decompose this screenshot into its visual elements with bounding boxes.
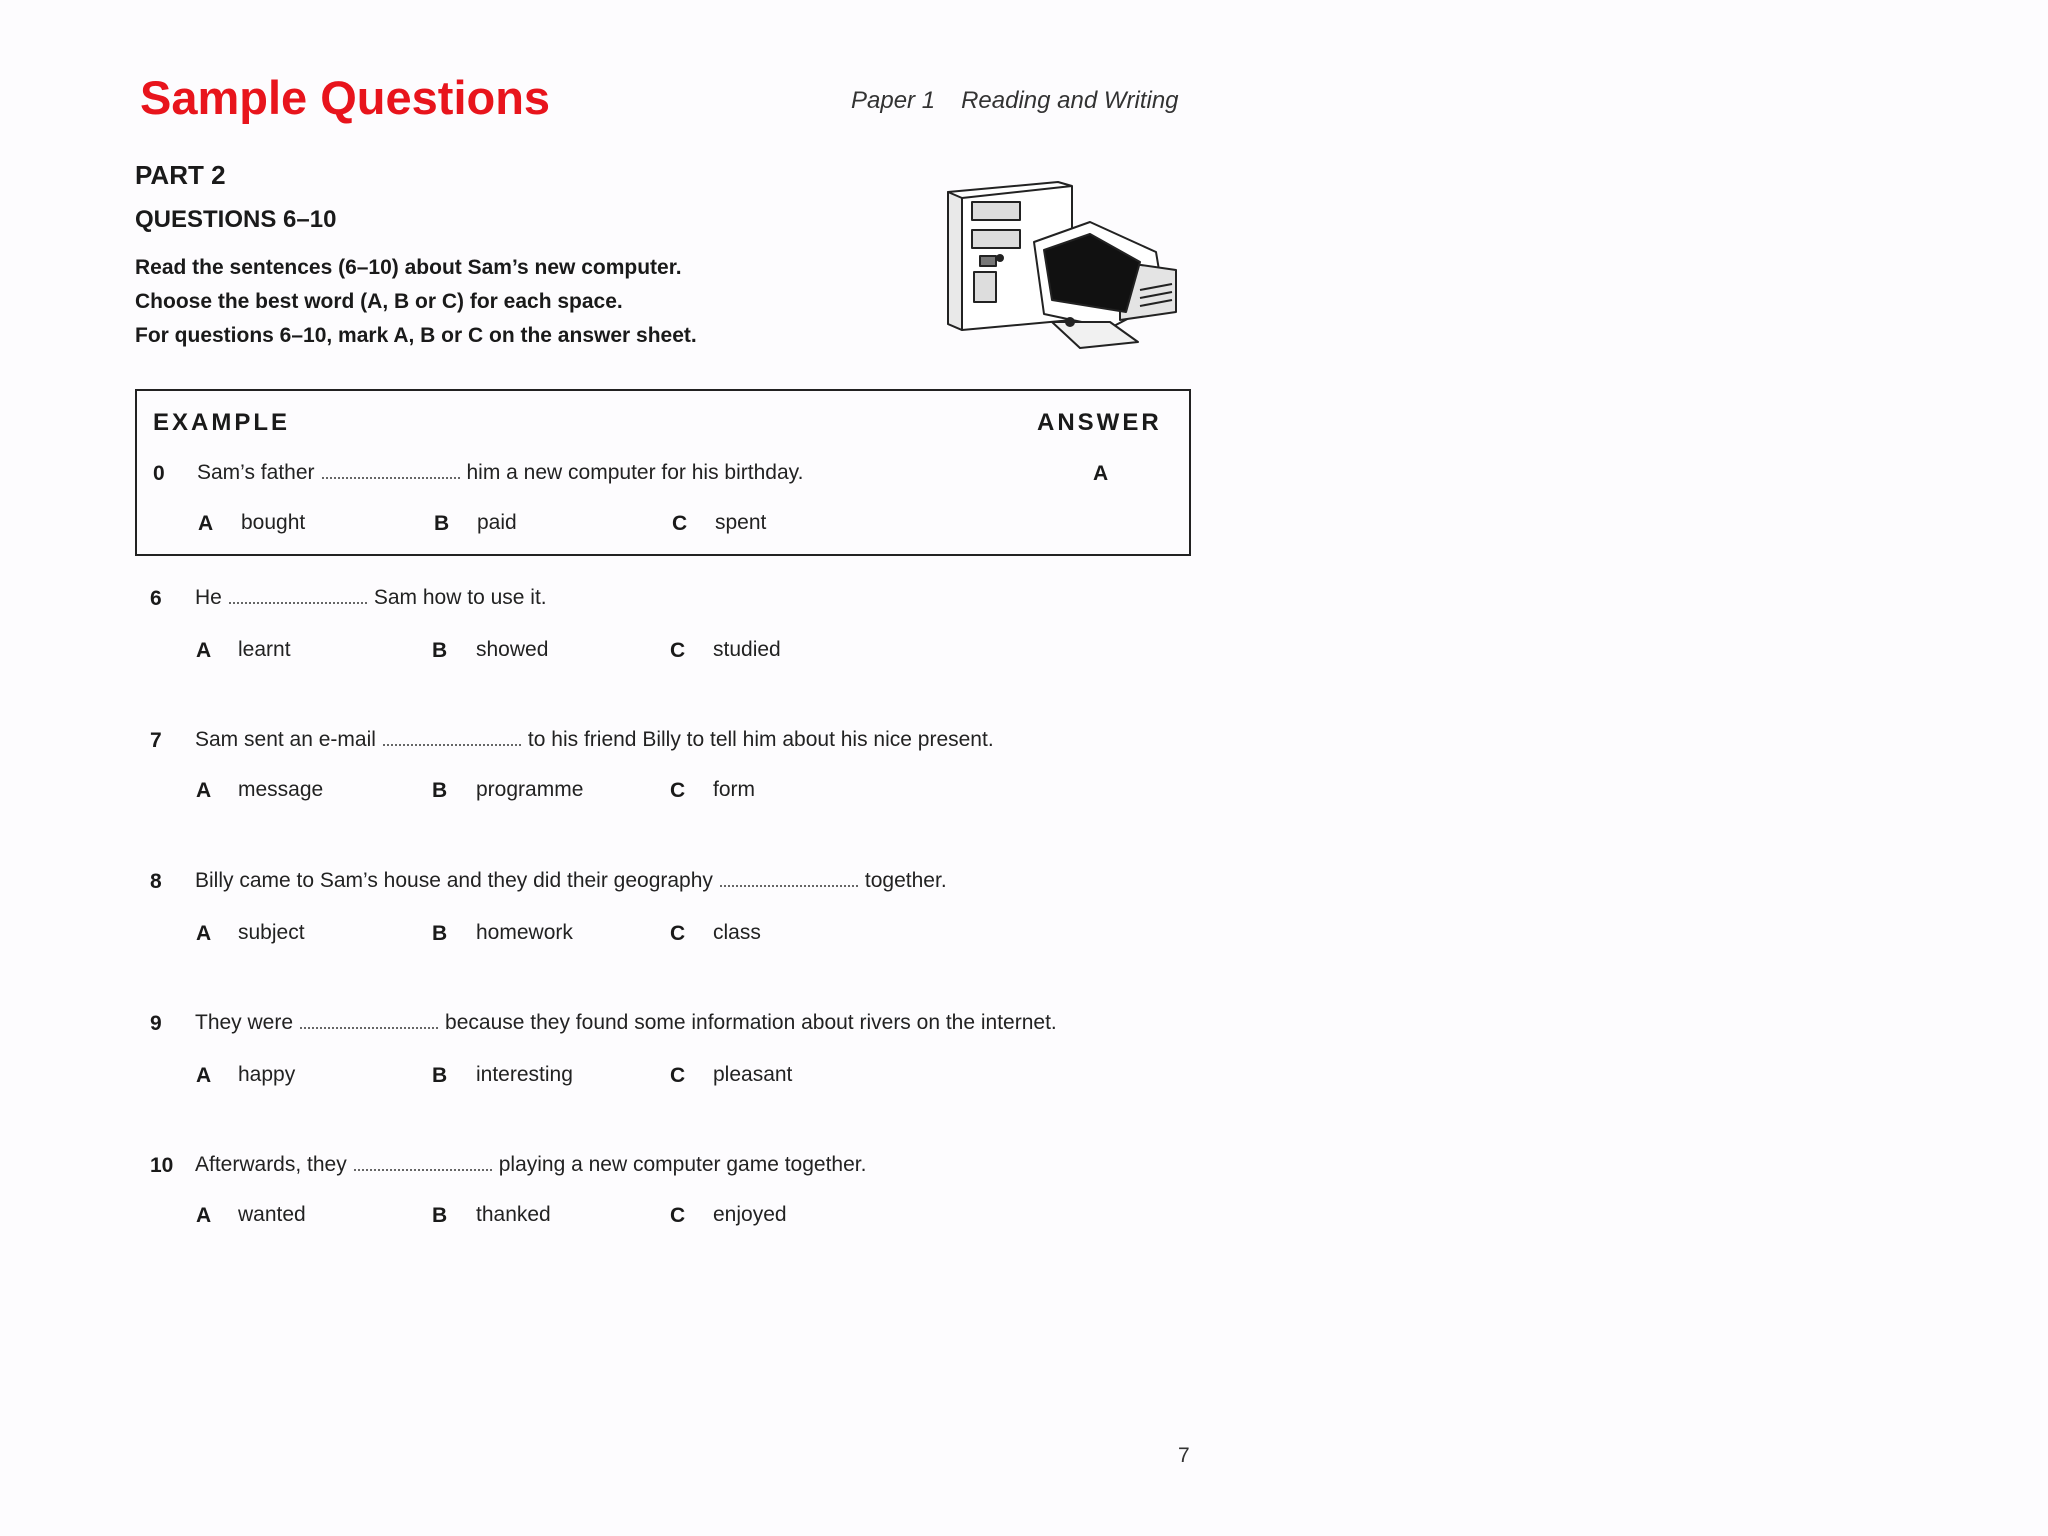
option-letter: C — [670, 1064, 686, 1087]
option-text: enjoyed — [713, 1203, 787, 1226]
option-text: pleasant — [713, 1063, 793, 1086]
option-letter: B — [432, 922, 448, 945]
option-text: interesting — [476, 1063, 573, 1086]
answer-blank — [229, 588, 367, 604]
answer-label: ANSWER — [1037, 409, 1162, 436]
option-text: subject — [238, 921, 305, 944]
option-letter: B — [432, 639, 448, 662]
stem-before: They were — [195, 1011, 294, 1034]
example-label: EXAMPLE — [153, 409, 291, 436]
option-text: learnt — [238, 638, 291, 661]
stem-after: together. — [864, 869, 947, 892]
option-letter: C — [670, 1204, 686, 1227]
option-letter: C — [672, 512, 688, 535]
paper-heading — [851, 87, 1179, 115]
option-text: paid — [477, 511, 517, 534]
option-letter: A — [198, 512, 214, 535]
example-answer: A — [1093, 462, 1109, 485]
option-text: spent — [715, 511, 767, 534]
stem-before: He — [195, 586, 222, 609]
option-letter: C — [670, 779, 686, 802]
stem-after: him a new computer for his birthday. — [466, 461, 804, 484]
answer-blank — [322, 463, 460, 479]
option-letter: A — [196, 922, 212, 945]
stem-before: Sam sent an e-mail — [195, 728, 376, 751]
option-text: bought — [241, 511, 306, 534]
option-letter: C — [670, 922, 686, 945]
option-text: form — [713, 778, 755, 801]
page-title: Sample Questions — [140, 71, 551, 124]
option-letter: A — [196, 779, 212, 802]
option-letter: B — [432, 779, 448, 802]
option-text: message — [238, 778, 324, 801]
option-text: homework — [476, 921, 573, 944]
question-stem — [195, 586, 547, 610]
stem-after: because they found some information about rivers on the internet. — [445, 1011, 1057, 1034]
stem-after: Sam how to use it. — [373, 586, 547, 609]
question-stem — [195, 1011, 1057, 1035]
option-letter: B — [432, 1204, 448, 1227]
option-text: programme — [476, 778, 584, 801]
question-stem — [195, 728, 994, 752]
question-number: 6 — [150, 587, 162, 610]
answer-blank — [354, 1155, 492, 1171]
paper-section: Reading and Writing — [961, 87, 1179, 114]
option-letter: A — [196, 1064, 212, 1087]
question-number: 7 — [150, 729, 162, 752]
answer-blank — [300, 1013, 438, 1029]
part-heading: PART 2 — [135, 160, 226, 190]
option-text: showed — [476, 638, 549, 661]
option-letter: A — [196, 639, 212, 662]
answer-blank — [383, 730, 521, 746]
computer-icon — [940, 172, 1180, 357]
stem-before: Billy came to Sam’s house and they did their geography — [195, 869, 713, 892]
paper-number: Paper 1 — [851, 87, 936, 114]
instruction-line: For questions 6–10, mark A, B or C on the answer sheet. — [135, 324, 697, 347]
stem-before: Sam’s father — [197, 461, 315, 484]
questions-range: QUESTIONS 6–10 — [135, 206, 337, 233]
question-stem — [195, 869, 947, 893]
stem-after: to his friend Billy to tell him about his nice present. — [527, 728, 994, 751]
option-letter: C — [670, 639, 686, 662]
instruction-line: Choose the best word (A, B or C) for each space. — [135, 290, 623, 313]
option-text: thanked — [476, 1203, 551, 1226]
option-letter: B — [434, 512, 450, 535]
question-number: 8 — [150, 870, 162, 893]
question-stem — [197, 461, 803, 485]
option-text: wanted — [238, 1203, 306, 1226]
option-text: studied — [713, 638, 781, 661]
question-stem — [195, 1153, 866, 1177]
question-number: 0 — [153, 462, 165, 485]
stem-after: playing a new computer game together. — [498, 1153, 867, 1176]
page-number: 7 — [1178, 1444, 1190, 1467]
option-text: class — [713, 921, 761, 944]
option-letter: A — [196, 1204, 212, 1227]
stem-before: Afterwards, they — [195, 1153, 347, 1176]
option-letter: B — [432, 1064, 448, 1087]
question-number: 9 — [150, 1012, 162, 1035]
example-box — [135, 389, 1191, 556]
answer-blank — [720, 871, 858, 887]
question-number: 10 — [150, 1154, 174, 1177]
option-text: happy — [238, 1063, 296, 1086]
instruction-line: Read the sentences (6–10) about Sam’s new computer. — [135, 256, 682, 279]
